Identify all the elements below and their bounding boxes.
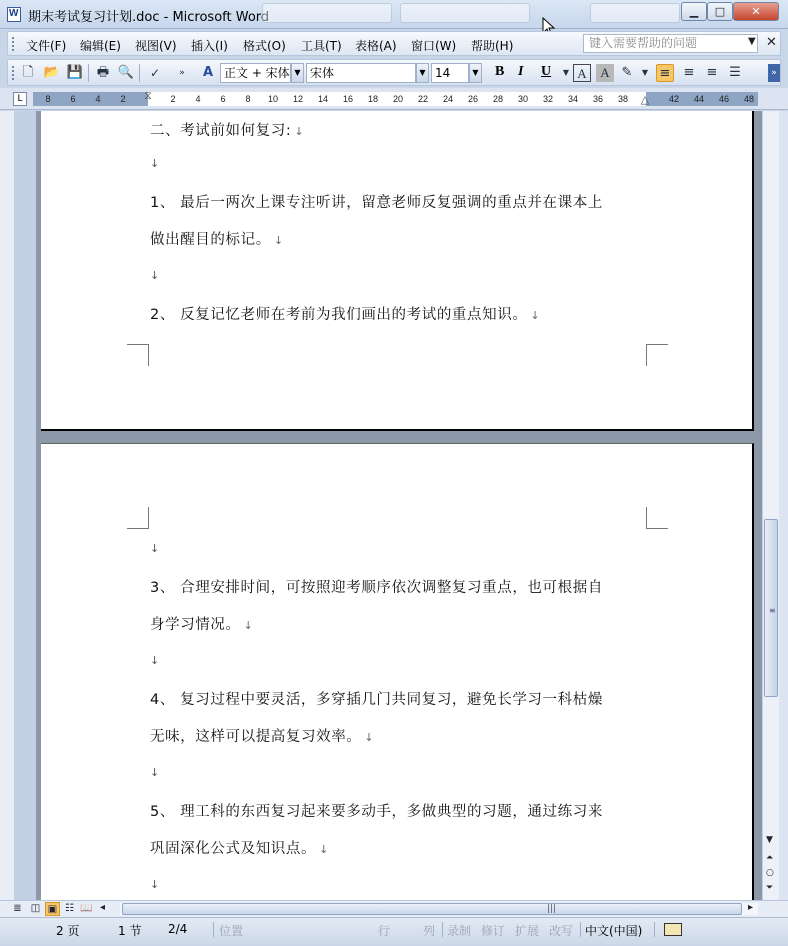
crop-mark: [127, 344, 149, 366]
page-1[interactable]: [41, 111, 754, 431]
scroll-thumb[interactable]: [764, 519, 778, 697]
bold-button[interactable]: B: [495, 64, 505, 79]
status-bar: [0, 917, 788, 946]
ruler-tick: 34: [567, 94, 579, 104]
status-page: 2 页: [56, 924, 80, 938]
formatting-toolbar: [7, 59, 781, 86]
empty-paragraph-mark[interactable]: ↓: [150, 269, 160, 282]
status-position: 位置: [219, 924, 244, 938]
status-overtype[interactable]: 改写: [549, 924, 574, 938]
char-border-icon[interactable]: A: [573, 64, 591, 82]
right-indent-marker-icon[interactable]: △: [640, 93, 650, 106]
scroll-left-icon[interactable]: ◂: [100, 902, 106, 913]
empty-paragraph-mark[interactable]: ↓: [150, 157, 160, 170]
minimize-button[interactable]: ▁: [681, 2, 707, 21]
ruler-tick: 4: [95, 94, 101, 104]
empty-paragraph-mark[interactable]: ↓: [150, 542, 160, 555]
new-icon[interactable]: 🗋: [22, 65, 34, 80]
ruler-tick: 42: [668, 94, 680, 104]
toolbar-separator: [88, 64, 89, 82]
ruler-tick: 4: [195, 94, 201, 104]
background-window-tab: [590, 3, 680, 23]
status-separator: [213, 922, 214, 937]
empty-paragraph-mark[interactable]: ↓: [150, 654, 160, 667]
status-separator: [580, 922, 581, 937]
ruler-tick: 32: [542, 94, 554, 104]
doc-paragraph[interactable]: 4、 复习过程中要灵活，多穿插几门共同复习，避免长学习一科枯燥: [150, 692, 603, 708]
ruler-tick: 30: [517, 94, 529, 104]
menu-window[interactable]: 窗口(W): [411, 39, 457, 53]
title-bar: [0, 0, 788, 29]
ruler-tick: 24: [442, 94, 454, 104]
grip-icon: ≡: [769, 606, 776, 615]
toolbar-grip-icon[interactable]: [12, 66, 15, 80]
vertical-ruler: [0, 111, 36, 900]
chevron-down-icon[interactable]: ▼: [469, 63, 482, 83]
ruler-tick: 48: [743, 94, 755, 104]
window-edge: [779, 111, 788, 900]
menu-bar: [7, 31, 781, 56]
horizontal-scroll-thumb[interactable]: [122, 903, 742, 915]
spelling-icon[interactable]: ✓: [149, 66, 161, 80]
chevron-down-icon[interactable]: ▼: [748, 36, 756, 47]
doc-paragraph[interactable]: 身学习情况。 ↓: [150, 617, 254, 633]
ruler-tick: 18: [367, 94, 379, 104]
highlight-icon[interactable]: ✎: [621, 65, 633, 80]
crop-mark: [646, 507, 668, 529]
chevron-down-icon[interactable]: ▼: [562, 68, 570, 77]
scroll-right-icon[interactable]: ▸: [748, 902, 754, 913]
ruler-tick: 20: [392, 94, 404, 104]
ruler-tick: 12: [292, 94, 304, 104]
align-left-icon[interactable]: ≡: [656, 64, 674, 82]
doc-close-icon[interactable]: ✕: [766, 35, 777, 50]
crop-mark: [646, 344, 668, 366]
vertical-scrollbar[interactable]: [762, 111, 779, 900]
align-right-icon[interactable]: ≡: [706, 65, 718, 80]
indent-marker-icon[interactable]: ⧖: [144, 89, 152, 102]
menu-insert[interactable]: 插入(I): [191, 39, 228, 53]
doc-paragraph[interactable]: 3、 合理安排时间，可按照迎考顺序依次调整复习重点，也可根据自: [150, 580, 603, 596]
toolbar-options-icon[interactable]: »: [179, 68, 185, 78]
web-view-icon[interactable]: ◫: [30, 903, 41, 914]
ruler-tick: 2: [170, 94, 176, 104]
print-layout-icon[interactable]: ▣: [45, 902, 60, 916]
ruler-tick: 10: [267, 94, 279, 104]
doc-paragraph[interactable]: 1、 最后一两次上课专注听讲，留意老师反复强调的重点并在课本上: [150, 195, 603, 211]
ruler-tick: 16: [342, 94, 354, 104]
font-select[interactable]: 宋体: [306, 63, 416, 83]
menu-edit[interactable]: 编辑(E): [80, 39, 121, 53]
doc-paragraph[interactable]: 2、 反复记忆老师在考前为我们画出的考试的重点知识。 ↓: [150, 307, 541, 323]
background-window-tab: [400, 3, 530, 23]
previous-page-icon[interactable]: ⏶: [766, 853, 774, 863]
next-page-icon[interactable]: ⏷: [766, 883, 774, 893]
word-doc-icon: [7, 7, 21, 22]
open-icon[interactable]: 📂: [43, 65, 61, 80]
close-button[interactable]: ✕: [733, 2, 779, 21]
ruler-tick: 38: [617, 94, 629, 104]
doc-paragraph[interactable]: 巩固深化公式及知识点。 ↓: [150, 841, 329, 857]
ruler-tick: 46: [718, 94, 730, 104]
browse-object-icon[interactable]: ○: [766, 868, 774, 878]
ruler-tick: 28: [492, 94, 504, 104]
ruler-tick: 8: [245, 94, 251, 104]
print-preview-icon[interactable]: 🔍: [117, 65, 135, 80]
status-section: 1 节: [118, 924, 142, 938]
empty-paragraph-mark[interactable]: ↓: [150, 878, 160, 891]
menu-format[interactable]: 格式(O): [243, 39, 286, 53]
grip-icon: |||: [547, 904, 557, 914]
page-2[interactable]: [41, 443, 754, 900]
doc-paragraph[interactable]: 二、考试前如何复习: ↓: [150, 123, 305, 139]
menu-help[interactable]: 帮助(H): [471, 39, 514, 53]
styles-icon[interactable]: A: [202, 65, 214, 80]
normal-view-icon[interactable]: ≣: [13, 903, 22, 914]
status-track-changes[interactable]: 修订: [481, 924, 506, 938]
status-line: 行: [378, 924, 391, 938]
doc-paragraph[interactable]: 无味，这样可以提高复习效率。 ↓: [150, 729, 375, 745]
italic-button[interactable]: I: [518, 64, 524, 79]
toolbar-options-icon[interactable]: »: [768, 64, 780, 82]
reading-view-icon[interactable]: 📖: [80, 903, 93, 914]
ruler-tick: 6: [70, 94, 76, 104]
toolbar-separator: [139, 64, 140, 82]
chevron-down-icon[interactable]: ▼: [641, 68, 649, 77]
status-record[interactable]: 录制: [447, 924, 472, 938]
empty-paragraph-mark[interactable]: ↓: [150, 766, 160, 779]
doc-paragraph[interactable]: 做出醒目的标记。 ↓: [150, 232, 284, 248]
align-center-icon[interactable]: ≡: [683, 65, 695, 80]
ruler-tick: 6: [220, 94, 226, 104]
horizontal-scrollbar-row: [0, 900, 788, 917]
menu-file[interactable]: 文件(F): [26, 39, 67, 53]
ruler-tick: 2: [120, 94, 126, 104]
doc-paragraph[interactable]: 5、 理工科的东西复习起来要多动手，多做典型的习题，通过练习来: [150, 804, 603, 820]
outline-view-icon[interactable]: ☷: [65, 903, 74, 914]
toolbar-grip-icon[interactable]: [12, 37, 15, 51]
window-title: 期末考试复习计划.doc - Microsoft Word: [28, 10, 270, 25]
background-window-tab: [262, 3, 392, 23]
spelling-status-icon[interactable]: [664, 923, 682, 936]
ruler-tick: 26: [467, 94, 479, 104]
help-search-input[interactable]: 键入需要帮助的问题: [583, 34, 758, 53]
ruler-tick: 36: [592, 94, 604, 104]
underline-button[interactable]: U: [541, 64, 552, 79]
menu-view[interactable]: 视图(V): [135, 39, 177, 53]
print-icon[interactable]: 🖶: [96, 65, 110, 80]
ruler-tick: 14: [317, 94, 329, 104]
justify-icon[interactable]: ☰: [729, 65, 741, 80]
tab-selector-button[interactable]: L: [13, 92, 27, 106]
ruler-tick: 8: [45, 94, 51, 104]
char-shading-icon[interactable]: A: [596, 64, 614, 82]
chevron-down-icon[interactable]: ▼: [416, 63, 429, 83]
status-separator: [654, 922, 655, 937]
status-separator: [442, 922, 443, 937]
menu-table[interactable]: 表格(A): [355, 39, 397, 53]
status-language[interactable]: 中文(中国): [585, 924, 643, 938]
crop-mark: [127, 507, 149, 529]
font-size-select[interactable]: 14: [431, 63, 469, 83]
ruler-tick: 44: [693, 94, 705, 104]
status-column: 列: [423, 924, 436, 938]
chevron-down-icon[interactable]: ▼: [291, 63, 304, 83]
status-page-count: 2/4: [168, 922, 188, 936]
document-area[interactable]: [0, 111, 762, 900]
style-select[interactable]: 正文 + 宋体: [220, 63, 291, 83]
menu-tools[interactable]: 工具(T): [301, 39, 342, 53]
maximize-button[interactable]: □: [707, 2, 733, 21]
status-extend[interactable]: 扩展: [515, 924, 540, 938]
horizontal-ruler[interactable]: [0, 88, 788, 110]
save-icon[interactable]: 💾: [66, 65, 84, 80]
ruler-tick: 22: [417, 94, 429, 104]
scroll-down-icon[interactable]: ▼: [766, 835, 773, 845]
